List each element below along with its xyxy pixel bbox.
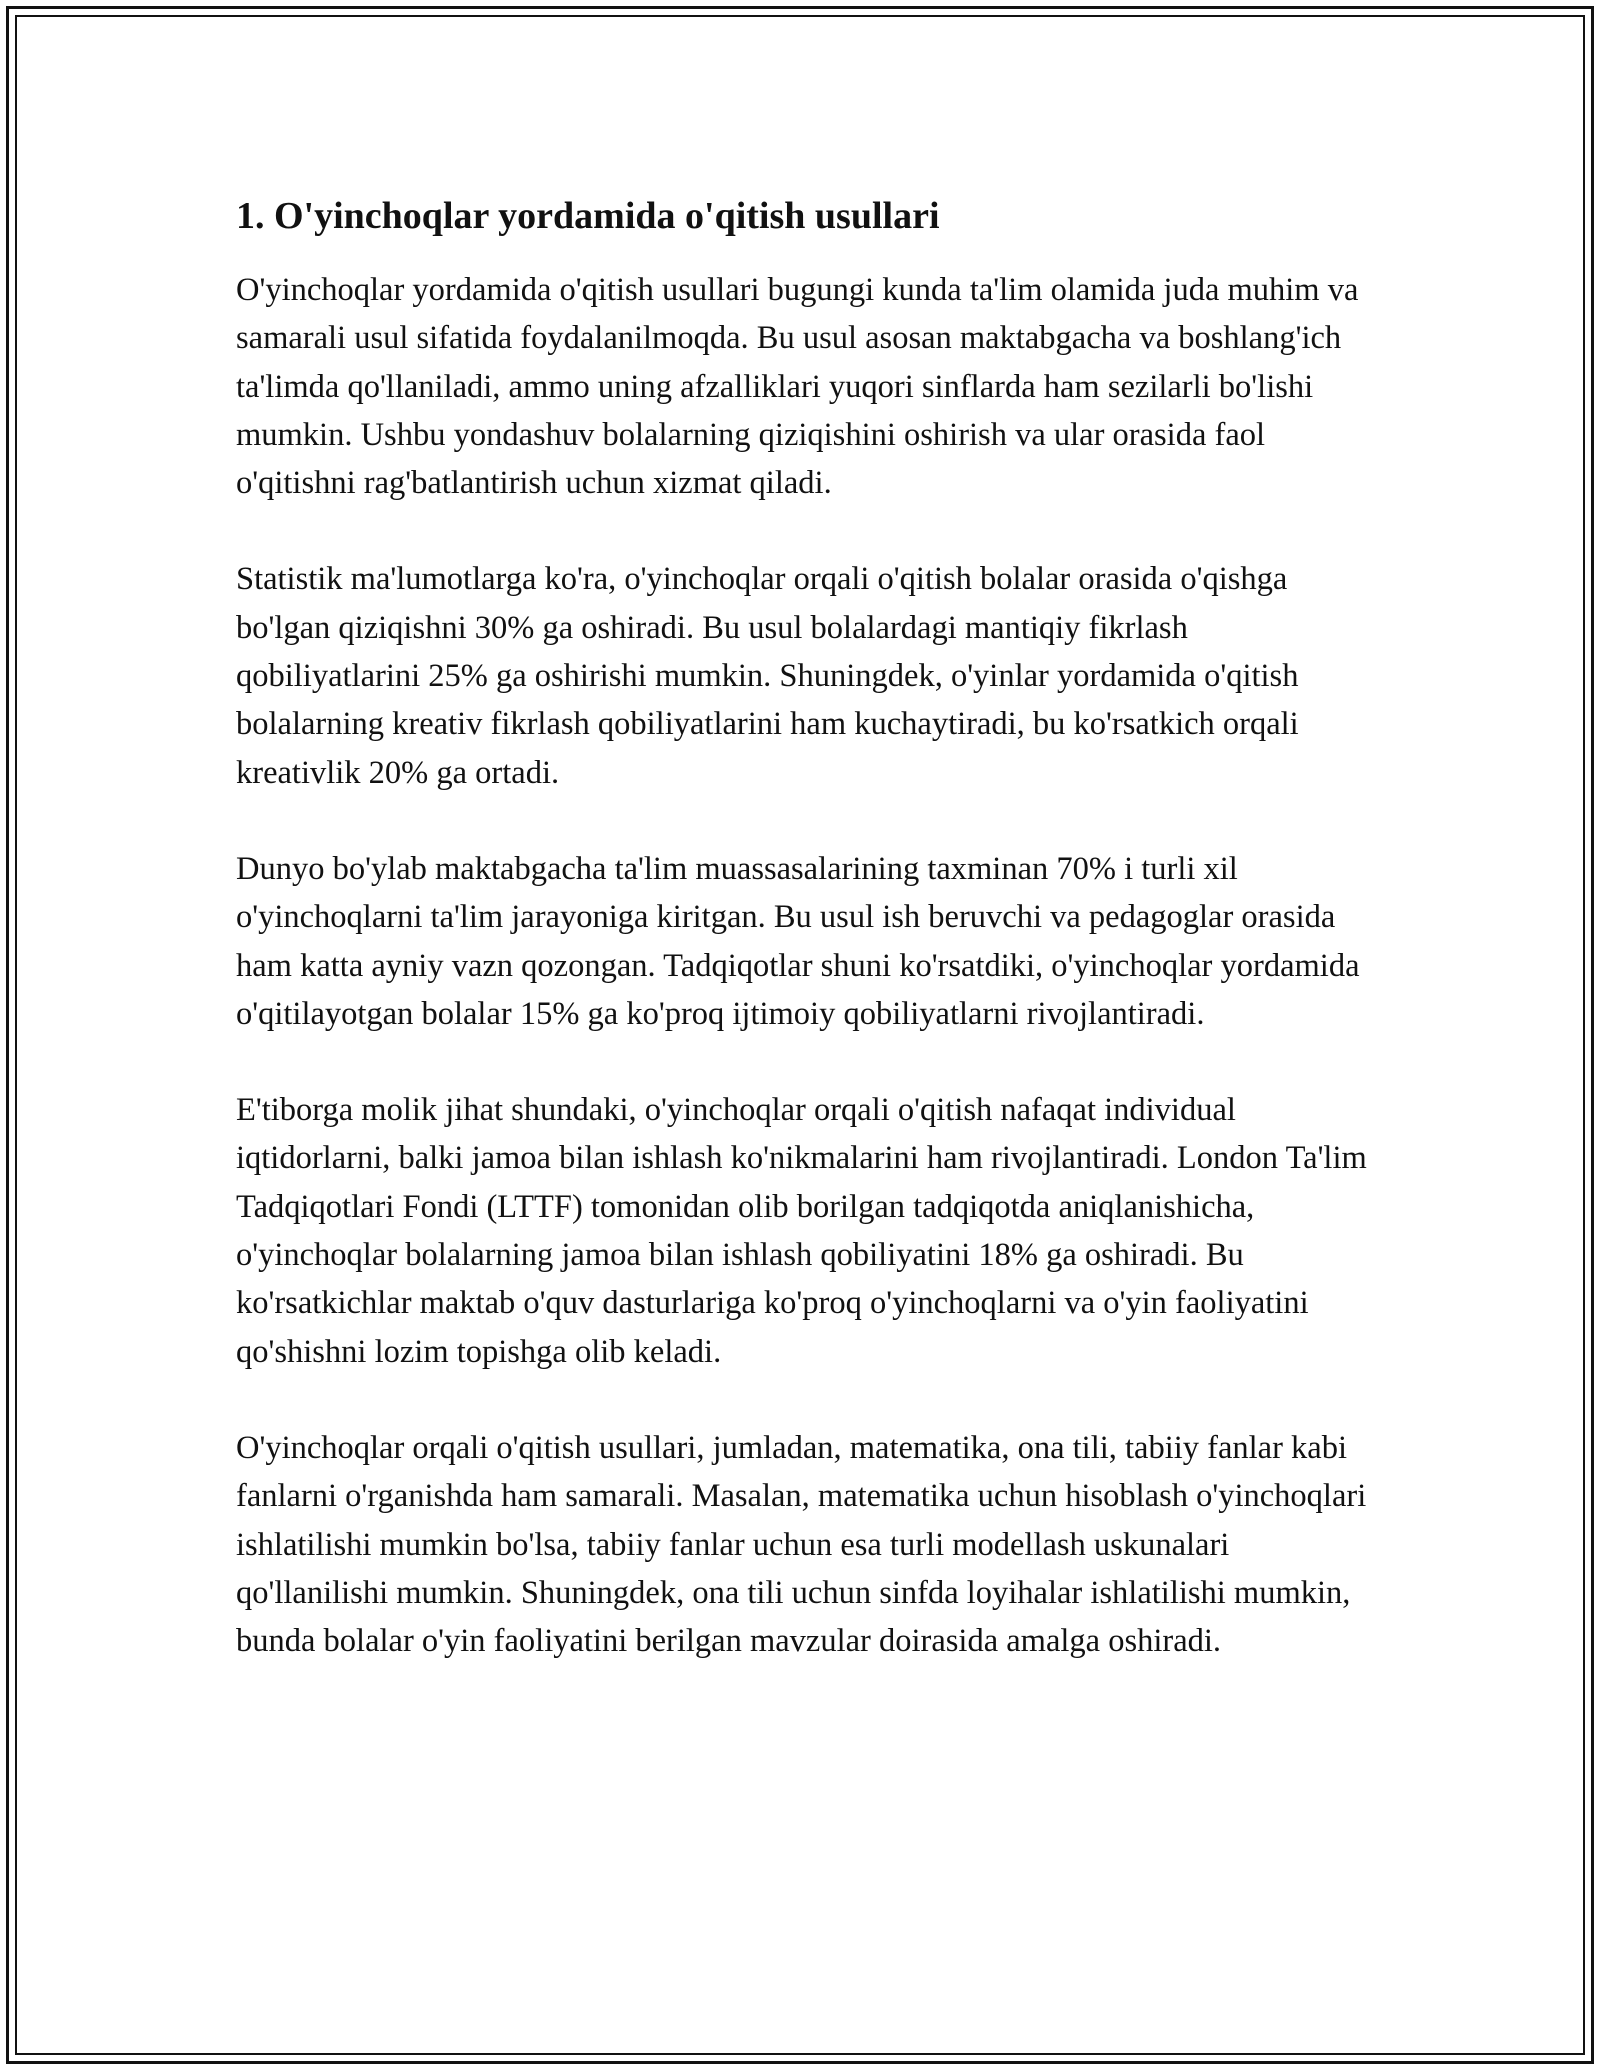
paragraph-teamwork: E'tiborga molik jihat shundaki, o'yinchoqlar orqali o'qitish nafaqat individual iqtidorlarni, balki jamoa bilan ishlash ko'nikmalarini ham rivojlantiradi. London Ta'lim Tadqiqotlari Fondi (LTTF) tomonidan olib borilgan tadqiqotda aniqlanishicha, o'yinchoqlar bolalarning jamoa bilan ishlash qobiliyatini 18% ga oshiradi. Bu ko'rsatkichlar maktab o'quv dasturlariga ko'proq o'yinchoqlarni va o'yin faoliyatini qo'shishni lozim topishga olib keladi. [236, 1092, 1367, 1370]
document-body [236, 184, 1376, 1665]
paragraph-intro: O'yinchoqlar yordamida o'qitish usullari bugungi kunda ta'lim olamida juda muhim va samarali usul sifatida foydalanilmoqda. Bu usul asosan maktabgacha va boshlang'ich ta'limda qo'llaniladi, ammo uning afzalliklari yuqori sinflarda ham sezilarli bo'lishi mumkin. Ushbu yondashuv bolalarning qiziqishini oshirish va ular orasida faol o'qitishni rag'batlantirish uchun xizmat qiladi. [236, 272, 1359, 502]
paragraph-statistics: Statistik ma'lumotlarga ko'ra, o'yinchoqlar orqali o'qitish bolalar orasida o'qishga bo'lgan qiziqishni 30% ga oshiradi. Bu usul bolalardagi mantiqiy fikrlash qobiliyatlarini 25% ga oshirishi mumkin. Shuningdek, o'yinlar yordamida o'qitish bolalarning kreativ fikrlash qobiliyatlarini ham kuchaytiradi, bu ko'rsatkich orqali kreativlik 20% ga ortadi. [236, 561, 1299, 791]
paragraph-worldwide: Dunyo bo'ylab maktabgacha ta'lim muassasalarining taxminan 70% i turli xil o'yinchoqlarni ta'lim jarayoniga kiritgan. Bu usul ish beruvchi va pedagoglar orasida ham katta ayniy vazn qozongan. Tadqiqotlar shuni ko'rsatdiki, o'yinchoqlar yordamida o'qitilayotgan bolalar 15% ga ko'proq ijtimoiy qobiliyatlarni rivojlantiradi. [236, 850, 1360, 1032]
paragraph-subjects: O'yinchoqlar orqali o'qitish usullari, jumladan, matematika, ona tili, tabiiy fanlar kabi fanlarni o'rganishda ham samarali. Masalan, matematika uchun hisoblash o'yinchoqlari ishlatilishi mumkin bo'lsa, tabiiy fanlar uchun esa turli modellash uskunalari qo'llanilishi mumkin. Shuningdek, ona tili uchun sinfda loyihalar ishlatilishi mumkin, bunda bolalar o'yin faoliyatini berilgan mavzular doirasida amalga oshiradi. [236, 1429, 1367, 1660]
section-heading: 1. O'yinchoqlar yordamida o'qitish usullari [236, 195, 940, 237]
